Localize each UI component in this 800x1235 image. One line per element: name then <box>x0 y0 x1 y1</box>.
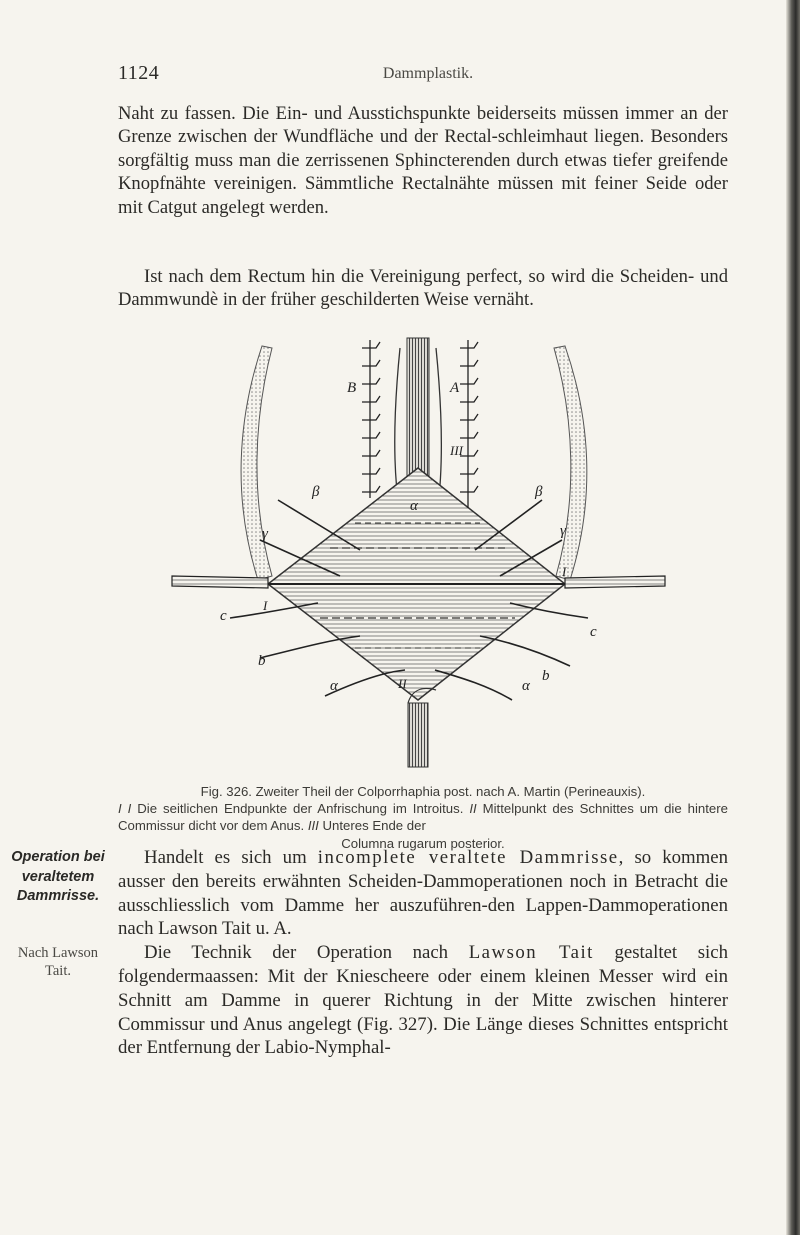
margin-note-operation: Operation bei veraltetem Dammrisse. <box>11 849 105 904</box>
label-alpha-bottom-right: α <box>522 678 530 694</box>
page-header <box>118 62 718 88</box>
surgical-diagram <box>150 318 675 778</box>
label-gamma-right: γ <box>560 523 566 539</box>
label-c-right: c <box>590 624 597 640</box>
label-c-left: c <box>220 608 227 624</box>
label-gamma-left: γ <box>262 526 268 542</box>
label-II: II <box>398 676 407 691</box>
left-labium <box>241 346 272 580</box>
body-paragraph-1: Naht zu fassen. Die Ein- und Ausstichspunkte beiderseits müssen immer an der Grenze zwischen der Wundfläche und der Rectal-schleimhaut liegen. Besonders sorgfältig muss man die zerrissenen Sphincterenden durch etwas tiefer greifende Knopfnähte vereinigen. Sämmtliche Rectalnähte müssen mit feiner Seide oder mit Catgut angelegt werden. <box>118 103 728 218</box>
label-III: III <box>450 443 463 458</box>
caption-legend-end: Columna rugarum posterior. <box>341 835 505 851</box>
label-I-right: I <box>562 564 567 579</box>
emphasis-lawson-tait: Lawson Tait <box>468 942 594 964</box>
emphasis-incomplete-dammrisse: incomplete veraltete Dammrisse <box>317 847 619 868</box>
body-paragraph-2: Ist nach dem Rectum hin die Vereinigung perfect, so wird die Scheiden- und Dammwundè in der früher geschilderten Weise vernäht. <box>118 266 728 311</box>
legend-text-II: Mittelpunkt des Schnittes um die hintere Commissur dicht vor dem Anus. <box>118 801 728 834</box>
label-I-left: I <box>263 598 268 613</box>
sutures-left-column <box>362 340 380 498</box>
label-B: B <box>347 380 357 396</box>
label-A: A <box>450 380 460 396</box>
body-paragraph-3: Handelt es sich um incomplete veraltete Dammrisse, so kommen ausser den bereits erwähnten Scheiden-Dammoperationen noch in Betracht die ausschliesslich vom Damme her auszuführen-den Lappen-Dammoperationen nach Lawson Tait u. A. Die Technik der Operation nach Lawson Tait gestaltet sich folgendermaassen: Mit der Kniescheere oder einem kleinen Messer wird ein Schnitt am Damme in querer Richtung in der Mitte zwischen hinterer Commissur und Anus angelegt (Fig. 327). Die Länge dieses Schnittes entspricht der Entfernung der Labio-Nymphal- <box>118 847 728 1059</box>
sutures-right-column <box>460 340 478 508</box>
label-b-left: b <box>258 653 266 669</box>
caption-legend <box>118 800 728 834</box>
label-b-right: b <box>542 668 550 684</box>
caption-title: Fig. 326. Zweiter Theil der Colporrhaphia post. nach A. Martin (Perineauxis). <box>200 784 646 799</box>
right-labium <box>554 346 587 580</box>
label-alpha-bottom-left: α <box>330 678 338 694</box>
legend-num-III: III <box>307 818 319 834</box>
label-beta-right: β <box>535 484 543 500</box>
label-beta-left: β <box>312 484 320 500</box>
legend-num-II: II <box>469 801 477 817</box>
page-number: 1124 <box>118 62 160 84</box>
legend-text-I: Die seitlichen Endpunkte der Anfrischung im Introitus. <box>131 801 470 817</box>
figure-326 <box>150 318 675 778</box>
margin-note-lawson-tait: Nach Lawson Tait. <box>17 945 99 979</box>
legend-num-I: I I <box>118 801 132 817</box>
rectum-column <box>408 703 428 767</box>
label-alpha-top: α <box>410 498 418 514</box>
book-spine-edge <box>786 0 800 1235</box>
figure-caption <box>118 783 728 852</box>
legend-text-III: Unteres Ende der <box>318 818 426 834</box>
running-head: Dammplastik. <box>382 65 474 82</box>
